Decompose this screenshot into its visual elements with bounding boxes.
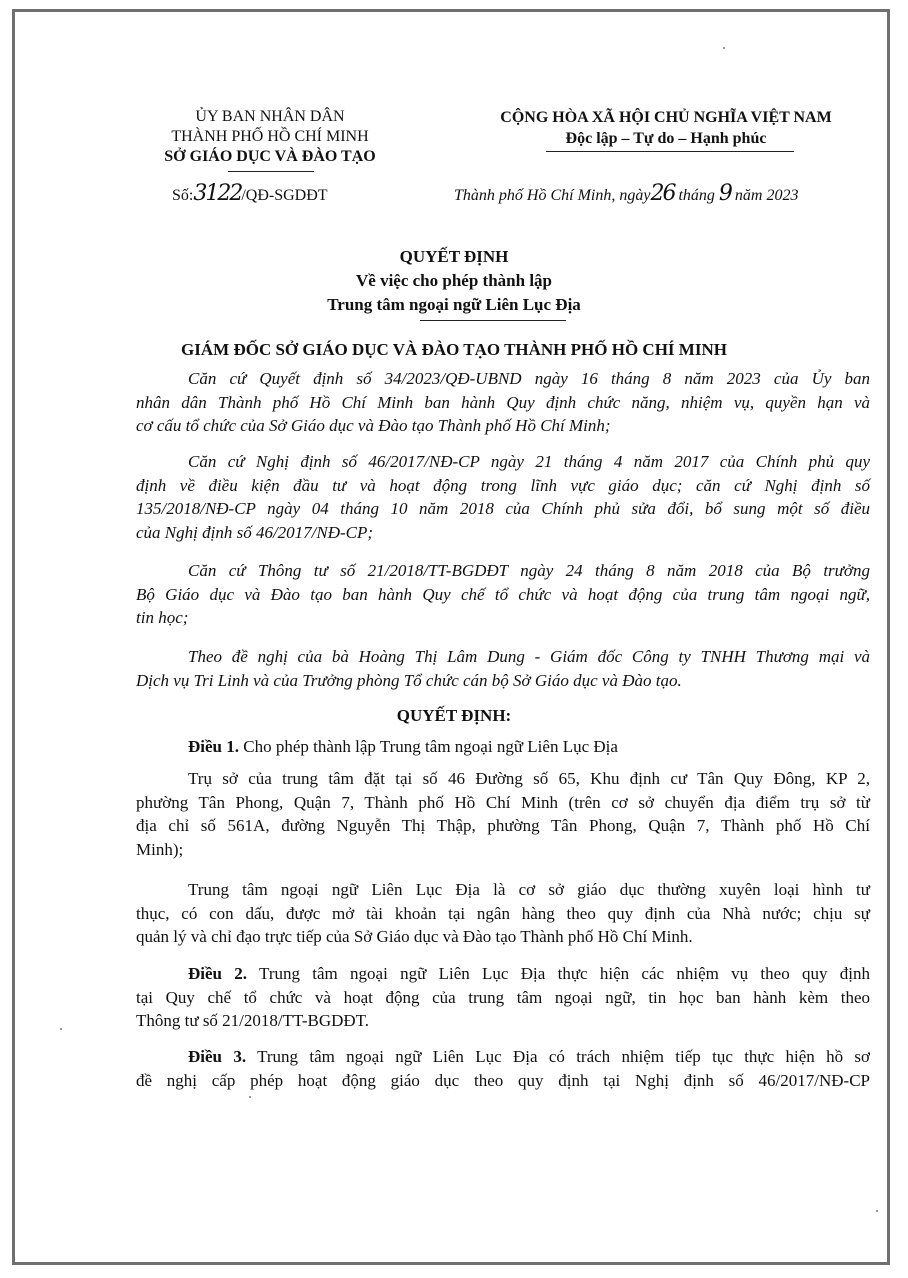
- scan-speck: [876, 1210, 878, 1212]
- basis-3-line-2: Bộ Giáo dục và Đào tạo ban hành Quy chế tổ chức và hoạt động của trung tâm ngoại ngữ,: [136, 584, 870, 604]
- number-suffix: /QĐ-SGDĐT: [241, 187, 328, 204]
- date-year: năm 2023: [734, 187, 799, 204]
- national-title: CỘNG HÒA XÃ HỘI CHỦ NGHĨA VIỆT NAM: [500, 109, 832, 126]
- article-2-first-line: Trung tâm ngoại ngữ Liên Lục Địa thực hiện các nhiệm vụ theo quy định: [247, 964, 870, 983]
- a2-line-2: tại Quy chế tổ chức và hoạt động của trung tâm ngoại ngữ, tin học ban hành kèm theo: [136, 987, 870, 1007]
- motto-underline: [546, 151, 794, 152]
- basis-3-line-3: tin học;: [136, 608, 189, 627]
- number-prefix: Số:: [172, 187, 194, 204]
- basis-1-line-2: nhân dân Thành phố Hồ Chí Minh ban hành Quy định chức năng, nhiệm vụ, quyền hạn và: [136, 392, 870, 412]
- basis-2-line-3: 135/2018/NĐ-CP ngày 04 tháng 10 năm 2018 của Chính phủ sửa đổi, bổ sung một số điều: [136, 499, 870, 518]
- basis-2-line-1: Căn cứ Nghị định số 46/2017/NĐ-CP ngày 21 tháng 4 năm 2017 của Chính phủ quy: [188, 452, 870, 471]
- title-underline: [420, 320, 566, 321]
- article-2: [136, 962, 870, 1033]
- authority-underline: [228, 171, 314, 172]
- decision-heading: QUYẾT ĐỊNH:: [396, 706, 512, 725]
- number-handwritten: 3122: [193, 181, 242, 206]
- a1p3-line-1: Trung tâm ngoại ngữ Liên Lục Địa là cơ sở giáo dục thường xuyên loại hình tư: [188, 880, 870, 899]
- date-month: 9: [718, 181, 731, 206]
- scan-speck: [249, 1096, 251, 1098]
- basis-1-line-3: cơ cấu tổ chức của Sở Giáo dục và Đào tạo Thành phố Hồ Chí Minh;: [136, 416, 611, 435]
- authority-line-2: THÀNH PHỐ HỒ CHÍ MINH: [171, 128, 369, 145]
- article-3: [136, 1045, 870, 1092]
- basis-1-line-1: Căn cứ Quyết định số 34/2023/QĐ-UBND ngày 16 tháng 8 năm 2023 của Ủy ban: [188, 369, 870, 388]
- article-3-first-line: Trung tâm ngoại ngữ Liên Lục Địa có trách nhiệm tiếp tục thực hiện hồ sơ: [246, 1047, 871, 1066]
- authority-line-3: SỞ GIÁO DỤC VÀ ĐÀO TẠO: [164, 148, 376, 165]
- article-1: [136, 735, 870, 759]
- article-1-paragraph-2: [136, 767, 870, 861]
- date-day: 26: [650, 181, 675, 206]
- basis-4-line-2: Dịch vụ Tri Linh và của Trưởng phòng Tổ chức cán bộ Sở Giáo dục và Đào tạo.: [136, 670, 682, 690]
- a1p2-line-1: Trụ sở của trung tâm đặt tại số 46 Đường số 65, Khu định cư Tân Quy Đông, KP 2,: [188, 769, 870, 788]
- article-3-label: Điều 3.: [188, 1047, 247, 1066]
- date-prefix: Thành phố Hồ Chí Minh, ngày: [454, 187, 651, 204]
- decision-subject-line-2: Trung tâm ngoại ngữ Liên Lục Địa: [327, 295, 581, 314]
- a1p2-line-3: địa chỉ số 561A, đường Nguyễn Thị Thập, phường Tân Phong, Quận 7, Thành phố Hồ Chí: [136, 816, 870, 835]
- basis-paragraph-2: [136, 450, 870, 544]
- a1p3-line-3: quản lý và chỉ đạo trực tiếp của Sở Giáo dục và Đào tạo Thành phố Hồ Chí Minh.: [136, 927, 693, 946]
- a1p2-line-2: phường Tân Phong, Quận 7, Thành phố Hồ Chí Minh (trên cơ sở chuyển địa điểm trụ sở từ: [136, 792, 870, 812]
- issuing-authority-block: [140, 107, 400, 167]
- basis-paragraph-4: [136, 645, 870, 692]
- decision-title: QUYẾT ĐỊNH: [399, 247, 509, 266]
- basis-4-line-1: Theo đề nghị của bà Hoàng Thị Lâm Dung - Giám đốc Công ty TNHH Thương mại và: [188, 647, 870, 666]
- article-1-text: Cho phép thành lập Trung tâm ngoại ngữ Liên Lục Địa: [239, 737, 618, 756]
- basis-2-line-4: của Nghị định số 46/2017/NĐ-CP;: [136, 522, 374, 542]
- scan-speck: [723, 47, 725, 49]
- basis-3-line-1: Căn cứ Thông tư số 21/2018/TT-BGDĐT ngày 24 tháng 8 năm 2018 của Bộ trưởng: [188, 561, 870, 580]
- signing-authority: GIÁM ĐỐC SỞ GIÁO DỤC VÀ ĐÀO TẠO THÀNH PHỐ HỒ CHÍ MINH: [181, 340, 727, 359]
- authority-line-1: ỦY BAN NHÂN DÂN: [195, 108, 345, 125]
- article-1-label: Điều 1.: [188, 737, 239, 756]
- scan-speck: [60, 1028, 62, 1030]
- basis-paragraph-3: [136, 559, 870, 630]
- date-month-word: tháng: [678, 187, 715, 204]
- decision-subject-line-1: Về việc cho phép thành lập: [356, 271, 552, 290]
- a3-line-2: đề nghị cấp phép hoạt động giáo dục theo quy định tại Nghị định số 46/2017/NĐ-CP: [136, 1070, 870, 1090]
- national-motto: Độc lập – Tự do – Hạnh phúc: [565, 130, 767, 147]
- a1p3-line-2: thục, có con dấu, được mở tài khoản tại ngân hàng theo quy định của Nhà nước; chịu sự: [136, 903, 870, 923]
- a1p2-line-4: Minh);: [136, 839, 184, 859]
- a2-line-3: Thông tư số 21/2018/TT-BGDĐT.: [136, 1011, 370, 1030]
- article-1-paragraph-3: [136, 878, 870, 949]
- national-heading-block: [456, 107, 876, 149]
- basis-paragraph-1: [136, 367, 870, 438]
- document-number: [172, 181, 328, 206]
- issue-date: [454, 181, 798, 206]
- article-2-label: Điều 2.: [188, 964, 248, 983]
- basis-2-line-2: định về điều kiện đầu tư và hoạt động trong lĩnh vực giáo dục; căn cứ Nghị định số: [136, 475, 870, 495]
